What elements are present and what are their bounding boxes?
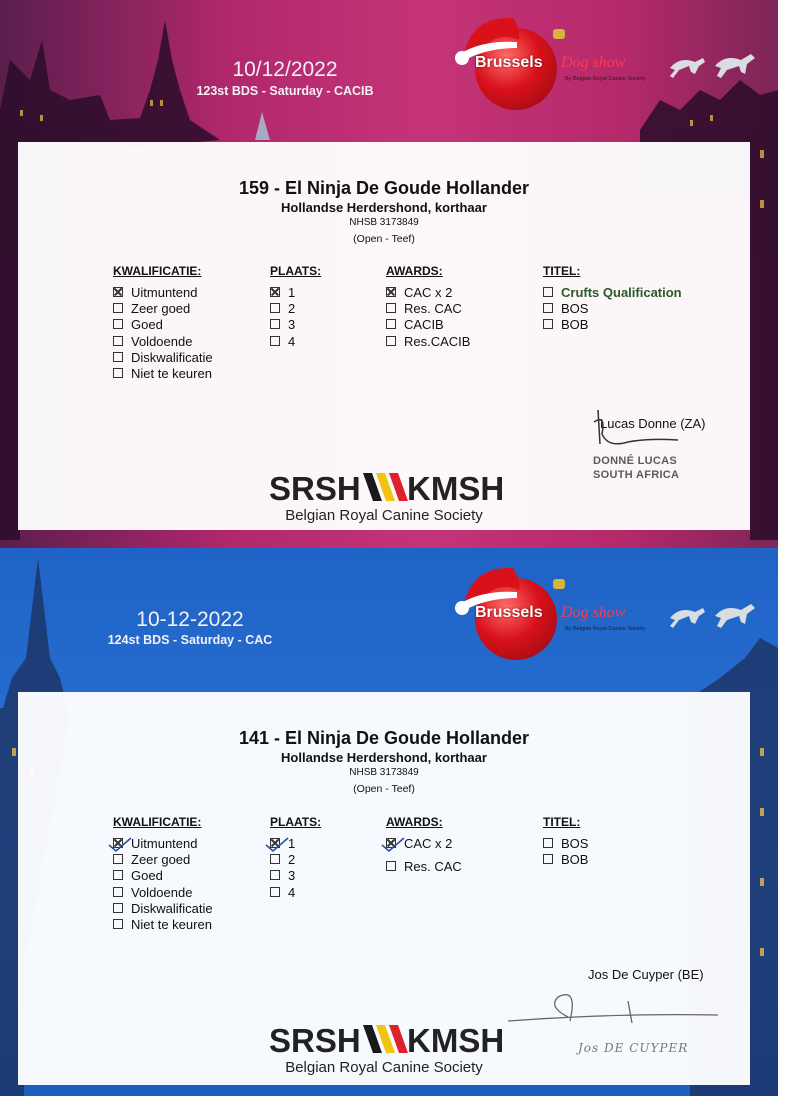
- entry-class: (Open - Teef): [353, 233, 415, 245]
- checkbox[interactable]: [543, 854, 553, 864]
- brand-dogshow-text: Dog show: [561, 54, 626, 71]
- kwalificatie-option[interactable]: Zeer goed: [113, 301, 213, 317]
- plaats-option[interactable]: 3: [270, 868, 321, 884]
- kwalificatie-option[interactable]: Goed: [113, 317, 213, 333]
- awards-option[interactable]: Res.CACIB: [386, 334, 470, 350]
- plaats-option[interactable]: 2: [270, 301, 321, 317]
- plaats-option[interactable]: 3: [270, 317, 321, 333]
- brand-byline: By Belgian Royal Canine Society: [565, 76, 646, 82]
- checkbox[interactable]: [113, 919, 123, 929]
- society-name: Belgian Royal Canine Society: [285, 507, 483, 524]
- checkbox[interactable]: [113, 887, 123, 897]
- kwalificatie-heading: KWALIFICATIE:: [113, 264, 202, 278]
- plaats-option[interactable]: 4: [270, 334, 321, 350]
- judge-name: Lucas Donne (ZA): [600, 416, 706, 431]
- checkbox[interactable]: [113, 854, 123, 864]
- belgian-flag-stripes-icon: [363, 473, 408, 501]
- checkbox[interactable]: [113, 319, 123, 329]
- kmsh-text: KMSH: [407, 1022, 505, 1059]
- titel-option-crufts[interactable]: Crufts Qualification: [543, 285, 682, 301]
- titel-group: [543, 263, 682, 334]
- kwalificatie-option[interactable]: Diskwalificatie: [113, 350, 213, 366]
- checkbox[interactable]: [113, 336, 123, 346]
- judge-name: Jos De Cuyper (BE): [588, 967, 704, 982]
- kwalificatie-heading: KWALIFICATIE:: [113, 815, 202, 829]
- kwalificatie-option[interactable]: Voldoende: [113, 334, 213, 350]
- show-date: 10/12/2022: [232, 58, 338, 81]
- registration-number: NHSB 3173849: [349, 767, 419, 778]
- kwalificatie-group: [113, 814, 213, 933]
- kwalificatie-option[interactable]: Voldoende: [113, 885, 213, 901]
- breed-name: Hollandse Herdershond, korthaar: [281, 200, 487, 215]
- checkbox[interactable]: [270, 336, 280, 346]
- checkbox-checked[interactable]: [270, 287, 280, 297]
- titel-option[interactable]: BOB: [543, 852, 588, 868]
- checkbox-checked[interactable]: [386, 287, 396, 297]
- judge-stamp-line-2: SOUTH AFRICA: [593, 469, 680, 481]
- titel-group: [543, 814, 588, 868]
- breed-name: Hollandse Herdershond, korthaar: [281, 750, 487, 765]
- judge-signature: [588, 404, 698, 454]
- kwalificatie-option[interactable]: Diskwalificatie: [113, 901, 213, 917]
- awards-option[interactable]: CAC x 2: [386, 285, 470, 301]
- checkbox[interactable]: [543, 287, 553, 297]
- brussels-dog-show-logo: [455, 560, 778, 655]
- show-subtitle: 124st BDS - Saturday - CAC: [107, 633, 273, 647]
- kwalificatie-option[interactable]: Goed: [113, 868, 213, 884]
- titel-option[interactable]: BOS: [543, 836, 588, 852]
- pen-check-mark-icon: [380, 837, 406, 853]
- plaats-option[interactable]: 1: [270, 836, 321, 852]
- titel-heading: TITEL:: [543, 815, 581, 829]
- checkbox[interactable]: [113, 352, 123, 362]
- titel-heading: TITEL:: [543, 264, 581, 278]
- awards-group: [386, 263, 470, 350]
- checkbox-checked[interactable]: [113, 287, 123, 297]
- checkbox[interactable]: [113, 368, 123, 378]
- entry-class: (Open - Teef): [353, 783, 415, 795]
- checkbox[interactable]: [386, 303, 396, 313]
- checkbox[interactable]: [270, 319, 280, 329]
- brussels-dog-show-logo: [455, 10, 778, 105]
- registration-number: NHSB 3173849: [349, 217, 419, 228]
- kwalificatie-option[interactable]: Niet te keuren: [113, 917, 213, 933]
- srsh-text: SRSH: [269, 470, 361, 507]
- certificate-card-2: [0, 548, 778, 1096]
- srsh-text: SRSH: [269, 1022, 361, 1059]
- signature-text: Jos DE CUYPER: [578, 1041, 689, 1055]
- society-name: Belgian Royal Canine Society: [285, 1059, 483, 1076]
- titel-option[interactable]: BOB: [543, 317, 682, 333]
- kwalificatie-option[interactable]: Uitmuntend: [113, 836, 213, 852]
- judge-stamp-line-1: DONNÉ LUCAS: [593, 455, 677, 467]
- checkbox[interactable]: [270, 887, 280, 897]
- certificate-panel: [18, 692, 750, 1085]
- kmsh-text: KMSH: [407, 470, 505, 507]
- checkbox[interactable]: [270, 854, 280, 864]
- checkbox[interactable]: [113, 870, 123, 880]
- plaats-option[interactable]: 1: [270, 285, 321, 301]
- checkbox[interactable]: [543, 303, 553, 313]
- kwalificatie-option[interactable]: Niet te keuren: [113, 366, 213, 382]
- plaats-option[interactable]: 2: [270, 852, 321, 868]
- plaats-heading: PLAATS:: [270, 815, 322, 829]
- certificate-panel: [18, 142, 750, 530]
- brand-brussels-text: Brussels: [475, 54, 543, 71]
- belgian-flag-stripes-icon: [363, 1025, 408, 1053]
- awards-option[interactable]: CACIB: [386, 317, 470, 333]
- plaats-option[interactable]: 4: [270, 885, 321, 901]
- running-dogs-icon: [665, 48, 765, 82]
- checkbox[interactable]: [386, 861, 396, 871]
- kwalificatie-option[interactable]: Uitmuntend: [113, 285, 213, 301]
- plaats-group: [270, 263, 321, 350]
- checkbox[interactable]: [270, 303, 280, 313]
- checkbox[interactable]: [543, 319, 553, 329]
- brand-brussels-text: Brussels: [475, 604, 543, 621]
- checkbox[interactable]: [113, 903, 123, 913]
- awards-heading: AWARDS:: [386, 815, 443, 829]
- certificate-card-1: [0, 0, 778, 548]
- kwalificatie-option[interactable]: Zeer goed: [113, 852, 213, 868]
- kwalificatie-group: [113, 263, 213, 382]
- awards-option[interactable]: Res. CAC: [386, 859, 462, 875]
- pen-check-mark-icon: [264, 837, 290, 853]
- checkbox[interactable]: [270, 870, 280, 880]
- checkbox[interactable]: [543, 838, 553, 848]
- entry-title: 159 - El Ninja De Goude Hollander: [238, 178, 530, 198]
- plaats-group: [270, 814, 321, 901]
- awards-heading: AWARDS:: [386, 264, 443, 278]
- entry-title: 141 - El Ninja De Goude Hollander: [238, 728, 530, 748]
- checkbox[interactable]: [386, 319, 396, 329]
- awards-option[interactable]: CAC x 2: [386, 836, 462, 852]
- pen-check-mark-icon: [107, 837, 133, 853]
- awards-group: [386, 814, 462, 875]
- plaats-heading: PLAATS:: [270, 264, 322, 278]
- brand-byline: By Belgian Royal Canine Society: [565, 626, 646, 632]
- brand-dogshow-text: Dog show: [561, 604, 626, 621]
- awards-option[interactable]: Res. CAC: [386, 301, 470, 317]
- checkbox[interactable]: [386, 336, 396, 346]
- running-dogs-icon: [665, 598, 765, 632]
- titel-option[interactable]: BOS: [543, 301, 682, 317]
- show-subtitle: 123st BDS - Saturday - CACIB: [196, 84, 374, 98]
- checkbox[interactable]: [113, 303, 123, 313]
- show-date: 10-12-2022: [136, 608, 244, 631]
